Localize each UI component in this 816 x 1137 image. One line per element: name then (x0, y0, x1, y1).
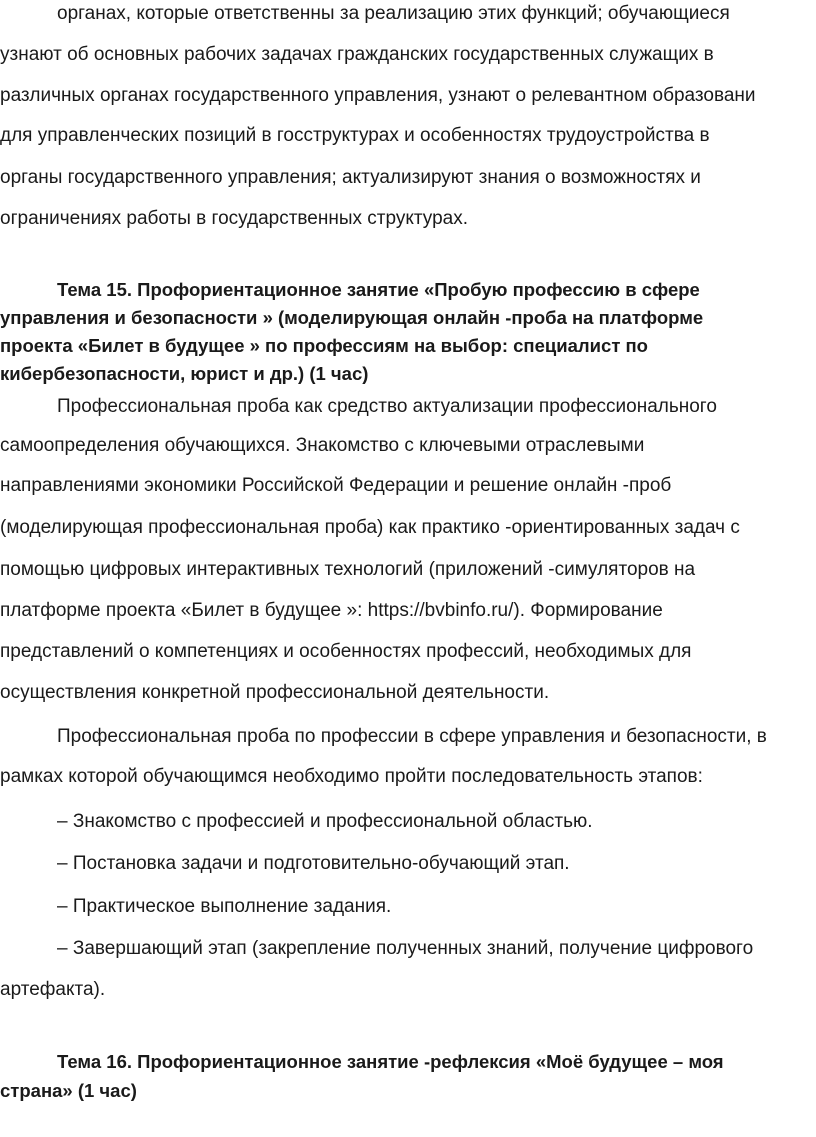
topic15-heading-line: Тема 15. Профориентационное занятие «Пробую профессию в сфере (57, 279, 700, 300)
intro-line: узнают об основных рабочих задачах гражданских государственных служащих в (0, 44, 714, 65)
stage-list-item: – Завершающий этап (закрепление полученных знаний, получение цифрового (57, 938, 754, 959)
intro-line: различных органах государственного управления, узнают о релевантном образовани (0, 85, 756, 106)
stage-list-item: – Постановка задачи и подготовительно-обучающий этап. (57, 853, 570, 874)
topic15-body-line: рамках которой обучающимся необходимо пройти последовательность этапов: (0, 766, 703, 787)
topic15-body-line: направлениями экономики Российской Федерации и решение онлайн -проб (0, 475, 672, 496)
topic15-body-line: (моделирующая профессиональная проба) как практико -ориентированных задач с (0, 517, 740, 538)
topic15-body-line: помощью цифровых интерактивных технологий (приложений -симуляторов на (0, 559, 696, 580)
intro-line: ограничениях работы в государственных структурах. (0, 208, 468, 229)
topic16-heading-line: страна» (1 час) (0, 1080, 137, 1101)
stage-list-item: – Знакомство с профессией и профессиональной областью. (57, 811, 593, 832)
topic15-body-line: Профессиональная проба как средство актуализации профессионального (57, 396, 717, 417)
intro-line: для управленческих позиций в госструктурах и особенностях трудоустройства в (0, 125, 710, 146)
topic15-body-line: осуществления конкретной профессиональной деятельности. (0, 682, 550, 703)
topic16-heading-line: Тема 16. Профориентационное занятие -рефлексия «Моё будущее – моя (57, 1051, 724, 1072)
topic15-body-line: Профессиональная проба по профессии в сфере управления и безопасности, в (57, 726, 767, 747)
topic15-heading-line: управления и безопасности » (моделирующая онлайн -проба на платформе (0, 307, 704, 328)
topic15-heading-line: кибербезопасности, юрист и др.) (1 час) (0, 363, 369, 384)
stage-list-item: артефакта). (0, 979, 106, 1000)
stage-list-item: – Практическое выполнение задания. (57, 896, 392, 917)
topic15-body-line: самоопределения обучающихся. Знакомство с ключевыми отраслевыми (0, 435, 645, 456)
intro-line: органы государственного управления; актуализируют знания о возможностях и (0, 167, 701, 188)
topic15-body-line: представлений о компетенциях и особенностях профессий, необходимых для (0, 641, 692, 662)
topic15-body-line: платформе проекта «Билет в будущее »: https://bvbinfo.ru/). Формирование (0, 600, 663, 621)
intro-line: органах, которые ответственны за реализацию этих функций; обучающиеся (57, 3, 730, 24)
topic15-heading-line: проекта «Билет в будущее » по профессиям на выбор: специалист по (0, 335, 648, 356)
